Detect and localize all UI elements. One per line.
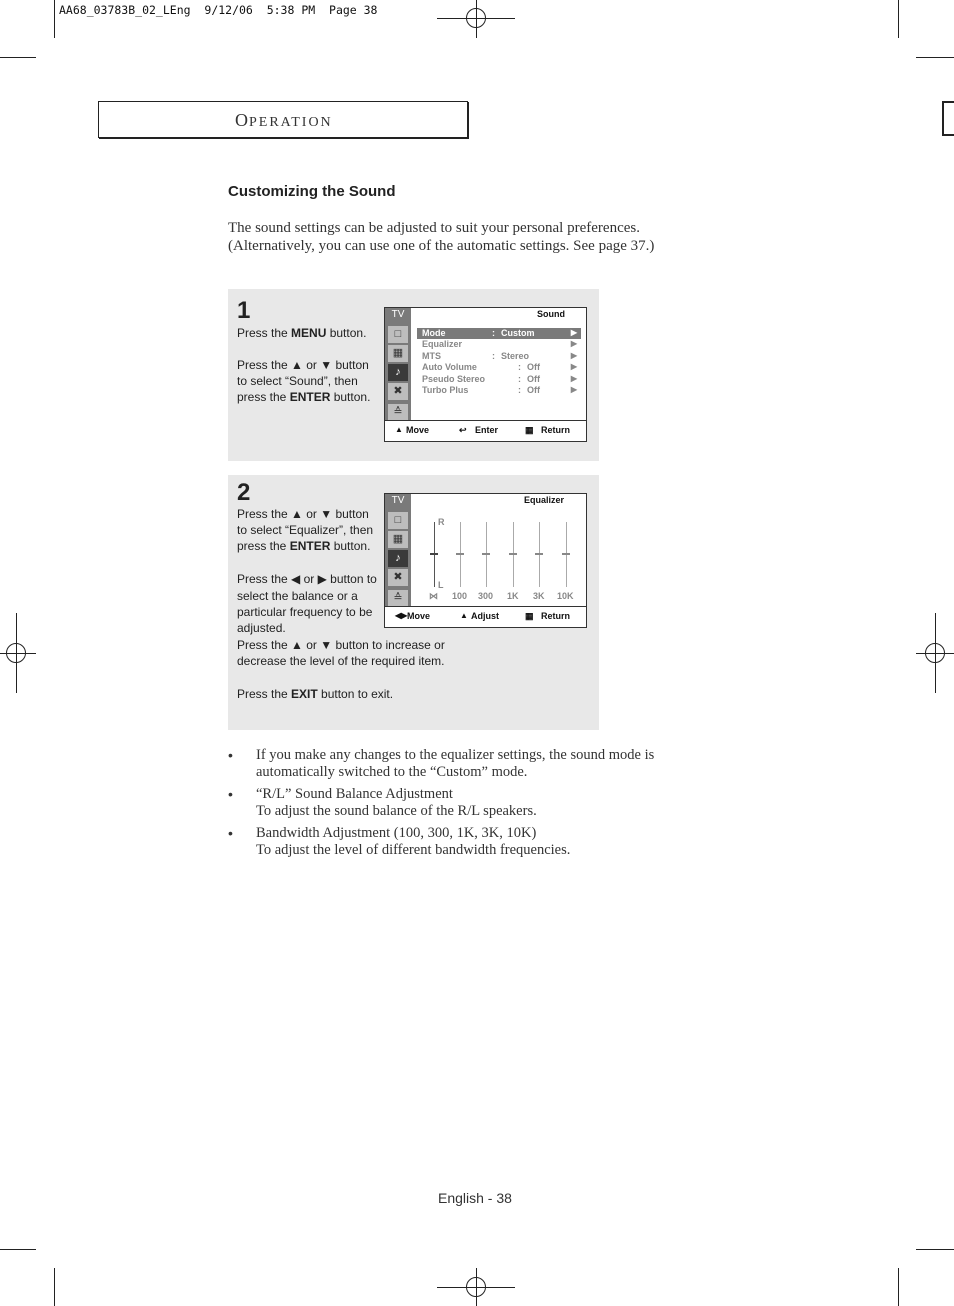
menu-item-equalizer: Equalizer ▶: [422, 339, 577, 349]
step-2-line-2: to select “Equalizer”, then: [237, 523, 374, 537]
r-label: R: [438, 517, 445, 527]
step-2-line-7: adjusted.: [237, 621, 286, 635]
intro-line-2: (Alternatively, you can use one of the automatic settings. See page 37.): [228, 238, 655, 254]
bullet-1-line-2: automatically switched to the “Custom” mode.: [256, 764, 528, 780]
step-2-line-9: decrease the level of the required item.: [237, 654, 445, 668]
speaker-icon: ♪: [388, 364, 408, 381]
osd-footer: [385, 606, 586, 627]
bullet-marker: •: [228, 786, 233, 802]
satellite-icon: ✖: [388, 569, 408, 586]
intro-line-1: The sound settings can be adjusted to suit your personal preferences.: [228, 220, 640, 236]
tv-label: TV: [391, 309, 405, 320]
bullet-marker: •: [228, 747, 233, 763]
bullet-2-line-1: “R/L” Sound Balance Adjustment: [256, 786, 453, 802]
footer-return: Return: [541, 611, 570, 621]
menu-item-mts: MTS : Stereo ▶: [422, 351, 577, 361]
step-2-line-3: press the ENTER button.: [237, 539, 371, 553]
section-header: [98, 101, 468, 138]
channel-icon: ▦: [388, 345, 408, 362]
channel-icon: ▦: [388, 531, 408, 548]
osd-sidebar: [385, 494, 411, 607]
bullet-3-line-2: To adjust the level of different bandwidth frequencies.: [256, 842, 571, 858]
footer-move: Move: [406, 425, 430, 435]
tv-label: TV: [391, 495, 405, 506]
step-1-line-1: Press the MENU button.: [237, 326, 367, 340]
page-heading: Customizing the Sound: [228, 183, 396, 200]
footer-adjust: Adjust: [471, 611, 499, 621]
menu-item-pseudo-stereo: Pseudo Stereo : Off ▶: [422, 374, 577, 384]
enter-icon: ↩: [459, 425, 467, 435]
step-1-line-2: Press the ▲ or ▼ button: [237, 358, 369, 372]
return-icon: ▦: [525, 425, 534, 435]
step-1-line-4: press the ENTER button.: [237, 390, 371, 404]
bullet-3-line-1: Bandwidth Adjustment (100, 300, 1K, 3K, 10K): [256, 825, 537, 841]
print-info: AA68_03783B_02_LEng 9/12/06 5:38 PM Page 38: [59, 3, 378, 17]
footer-return: Return: [541, 425, 570, 435]
left-right-icon: ◀▶: [395, 611, 408, 620]
move-icon: ▲︎: [395, 425, 403, 434]
sound-menu-screen: [384, 307, 587, 442]
page-tab-mark: [942, 101, 954, 136]
step-2-number: 2: [237, 479, 251, 506]
step-1-number: 1: [237, 297, 251, 324]
step-2-line-5: select the balance or a: [237, 589, 358, 603]
menu-item-turbo-plus: Turbo Plus : Off ▶: [422, 385, 577, 395]
step-2-line-4: Press the ◀ or ▶ button to: [237, 572, 377, 586]
return-icon: ▦: [525, 611, 534, 621]
step-2-line-1: Press the ▲ or ▼ button: [237, 507, 369, 521]
menu-item-auto-volume: Auto Volume : Off ▶: [422, 362, 577, 372]
osd-sidebar: [385, 308, 411, 421]
osd-footer: [385, 420, 586, 441]
step-2-line-8: Press the ▲ or ▼ button to increase or: [237, 638, 445, 652]
picture-icon: □: [388, 512, 408, 529]
bullet-marker: •: [228, 825, 233, 841]
section-title: OPERATION: [235, 110, 333, 130]
step-1-line-3: to select “Sound”, then: [237, 374, 358, 388]
equalizer-screen: TV □ ▦ ♪ ✖ ≙ Equalizer R L ⋈ 100 300 1K 3K 10K ◀▶ Move ▲ Adjust ▦ Return: [384, 493, 587, 628]
step-2-line-6: particular frequency to be: [237, 605, 373, 619]
l-label: L: [438, 580, 444, 590]
menu-item-mode: Mode : Custom ▶: [417, 328, 581, 339]
satellite-icon: ✖: [388, 383, 408, 400]
balance-icon: ⋈: [429, 591, 438, 601]
step-2-line-10: Press the EXIT button to exit.: [237, 687, 394, 701]
equalizer-icon: ≙: [388, 590, 408, 607]
up-down-icon: ▲: [460, 611, 468, 620]
equalizer-icon: ≙: [388, 404, 408, 421]
speaker-icon: ♪: [388, 550, 408, 567]
bullet-1-line-1: If you make any changes to the equalizer settings, the sound mode is: [256, 747, 655, 763]
footer-enter: Enter: [475, 425, 499, 435]
page-number: English - 38: [438, 1190, 512, 1206]
bullet-2-line-2: To adjust the sound balance of the R/L speakers.: [256, 803, 537, 819]
footer-move: Move: [407, 611, 431, 621]
osd-title: Sound: [537, 309, 565, 319]
osd-title: Equalizer: [524, 495, 565, 505]
picture-icon: □: [388, 326, 408, 343]
